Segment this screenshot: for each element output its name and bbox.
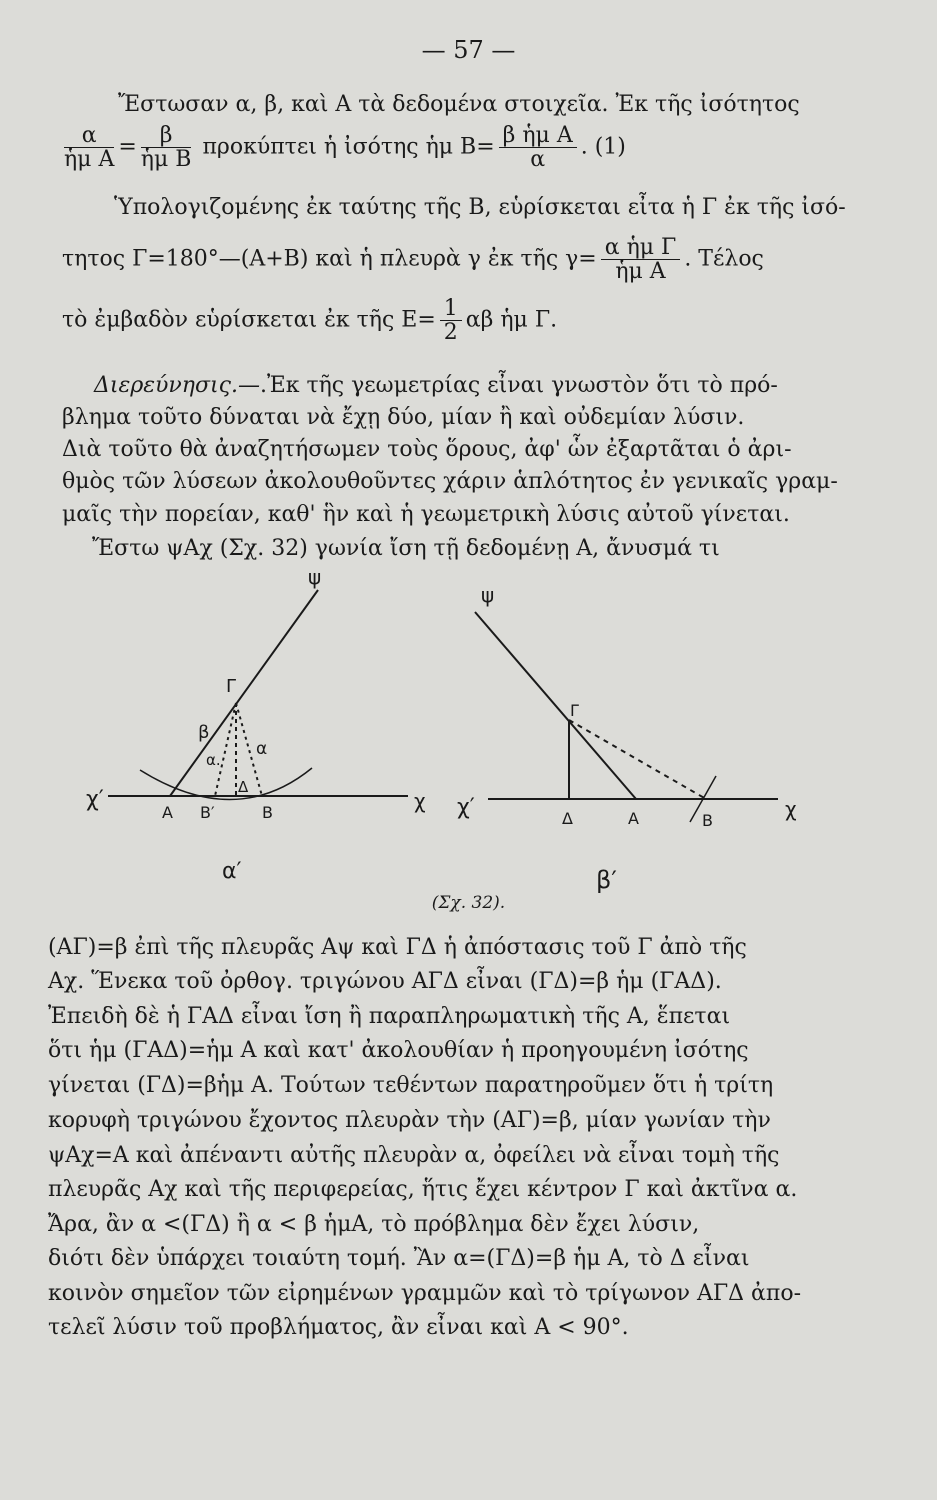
equation-text: προκύπτει ἡ ἰσότης ἡμ Β= — [202, 134, 495, 160]
fraction-numerator: α — [64, 124, 114, 148]
body-line-10: διότι δὲν ὑπάρχει τοιαύτη τομή. Ἂν α=(ΓΔ)=β ἡμ Α, τὸ Δ εἶναι — [48, 1246, 750, 1271]
right-label-psi: ψ — [481, 583, 495, 607]
equation-text: τὸ ἐμβαδὸν εὑρίσκεται ἐκ τῆς Ε= — [62, 307, 436, 333]
right-label-delta: Δ — [562, 809, 573, 828]
equation-tag: . (1) — [580, 134, 626, 160]
left-circle-arc — [140, 768, 312, 800]
body-line-2: Αχ. Ἕνεκα τοῦ ὀρθογ. τριγώνου ΑΓΔ εἶναι (ΓΔ)=β ἡμ (ΓΑΔ). — [48, 969, 722, 994]
left-label-a-angle: α. — [206, 751, 221, 769]
intro-line-5 — [62, 297, 557, 344]
left-label-x-prime: χ′ — [86, 787, 104, 812]
discussion-heading: Διερεύνησις.— — [94, 373, 260, 398]
fraction-a-over-sinA — [64, 124, 114, 171]
fraction-numerator: β — [141, 124, 192, 148]
discussion-text: .Ἐκ τῆς γεωμετρίας εἶναι γνωστὸν ὅτι τὸ πρό- — [259, 373, 778, 398]
right-label-gamma: Γ — [570, 701, 579, 720]
right-side-a — [569, 720, 706, 799]
left-figure-label: α′ — [222, 859, 242, 884]
right-label-A: Α — [628, 809, 639, 828]
discussion-line-2: βλημα τοῦτο δύναται νὰ ἔχῃ δύο, μίαν ἢ καὶ οὐδεμίαν λύσιν. — [62, 405, 745, 430]
right-label-B: Β — [702, 811, 713, 830]
discussion-line-6: Ἔστω ψΑχ (Σχ. 32) γωνία ἴση τῇ δεδομένῃ Α, ἄνυσμά τι — [92, 536, 720, 561]
body-line-9: Ἄρα, ἂν α <(ΓΔ) ἢ α < β ἡμΑ, τὸ πρόβλημα δὲν ἔχει λύσιν, — [48, 1212, 700, 1237]
left-label-psi: ψ — [308, 570, 322, 589]
discussion-line-1 — [94, 373, 778, 398]
fraction-denominator: 2 — [443, 320, 458, 346]
left-ray-psi — [170, 590, 318, 796]
body-line-4: ὅτι ἡμ (ΓΑΔ)=ἡμ Α καὶ κατ' ἀκολουθίαν ἡ προηγουμένη ἰσότης — [48, 1038, 749, 1063]
intro-line-4 — [62, 236, 764, 283]
left-side-a-short — [215, 703, 236, 796]
body-line-6: κορυφὴ τριγώνου ἔχοντος πλευρὰν τὴν (ΑΓ)=β, μίαν γωνίαν τὴν — [48, 1108, 771, 1133]
body-line-5: γίνεται (ΓΔ)=βἡμ Α. Τούτων τεθέντων παρατηροῦμεν ὅτι ἡ τρίτη — [48, 1073, 774, 1098]
right-figure-label: β′ — [596, 866, 617, 894]
fraction-one-half — [440, 297, 462, 344]
body-line-7: ψΑχ=Α καὶ ἀπέναντι αὐτῆς πλευρὰν α, ὀφείλει νὰ εἶναι τομὴ τῆς — [48, 1143, 780, 1168]
fraction-denominator: ἡμ Β — [140, 147, 192, 173]
figure-left — [86, 570, 426, 884]
fraction-asinG-over-sinA — [601, 236, 681, 283]
fraction-b-over-sinB — [141, 124, 192, 171]
figure-right — [457, 583, 797, 894]
right-ray-psi — [475, 612, 636, 799]
equation-text: τητος Γ=180°—(Α+Β) καὶ ἡ πλευρὰ γ ἐκ τῆς γ= — [62, 246, 597, 272]
left-label-B-prime: Β′ — [200, 803, 215, 822]
fraction-numerator: α ἡμ Γ — [601, 236, 681, 260]
discussion-line-4: θμὸς τῶν λύσεων ἀκολουθοῦντες χάριν ἁπλότητος ἐν γενικαῖς γραμ- — [62, 469, 838, 494]
fraction-denominator: α — [530, 147, 546, 173]
left-label-B: Β — [262, 803, 273, 822]
fraction-denominator: ἡμ Α — [64, 147, 115, 173]
left-label-b-side: β — [198, 722, 210, 743]
intro-equation-1 — [60, 124, 626, 171]
left-label-gamma: Γ — [226, 676, 237, 697]
fraction-numerator: 1 — [440, 297, 462, 321]
left-label-A: Α — [162, 803, 173, 822]
fraction-bsinA-over-a — [499, 124, 577, 171]
left-label-x: χ — [414, 789, 426, 813]
figure-caption: (Σχ. 32). — [431, 893, 506, 913]
left-label-a-side: α — [256, 739, 268, 759]
equation-text: . Τέλος — [684, 246, 764, 272]
body-line-8: πλευρᾶς Αχ καὶ τῆς περιφερείας, ἥτις ἔχει κέντρον Γ καὶ ἀκτῖνα α. — [48, 1177, 798, 1202]
body-line-3: Ἐπειδὴ δὲ ἡ ΓΑΔ εἶναι ἴση ἢ παραπληρωματικὴ τῆς Α, ἕπεται — [48, 1004, 731, 1029]
page-number: — 57 — — [421, 36, 516, 64]
figure-32 — [0, 570, 937, 910]
intro-line-3: Ὑπολογιζομένης ἐκ ταύτης τῆς Β, εὑρίσκεται εἶτα ἡ Γ ἐκ τῆς ἰσό- — [114, 195, 846, 220]
right-label-x-prime: χ′ — [457, 795, 475, 820]
left-label-delta: Δ — [238, 778, 249, 796]
discussion-line-3: Διὰ τοῦτο θὰ ἀναζητήσωμεν τοὺς ὅρους, ἀφ' ὧν ἐξαρτᾶται ὁ ἀρι- — [62, 437, 792, 462]
fraction-numerator: β ἡμ Α — [499, 124, 577, 148]
discussion-line-5: μαῖς τὴν πορείαν, καθ' ἣν καὶ ἡ γεωμετρικὴ λύσις αὐτοῦ γίνεται. — [62, 502, 790, 527]
intro-line-1: Ἔστωσαν α, β, καὶ Α τὰ δεδομένα στοιχεῖα. Ἐκ τῆς ἰσότητος — [118, 92, 800, 117]
fraction-denominator: ἡμ Α — [615, 259, 666, 285]
body-line-11: κοινὸν σημεῖον τῶν εἰρημένων γραμμῶν καὶ τὸ τρίγωνον ΑΓΔ ἀπο- — [48, 1281, 802, 1306]
equals-sign: = — [118, 134, 137, 160]
right-label-x: χ — [785, 797, 797, 821]
equation-text: αβ ἡμ Γ. — [465, 307, 558, 333]
body-line-12: τελεῖ λύσιν τοῦ προβλήματος, ἂν εἶναι καὶ Α < 90°. — [48, 1315, 629, 1340]
body-line-1: (ΑΓ)=β ἐπὶ τῆς πλευρᾶς Αψ καὶ ΓΔ ἡ ἀπόστασις τοῦ Γ ἀπὸ τῆς — [48, 935, 747, 960]
